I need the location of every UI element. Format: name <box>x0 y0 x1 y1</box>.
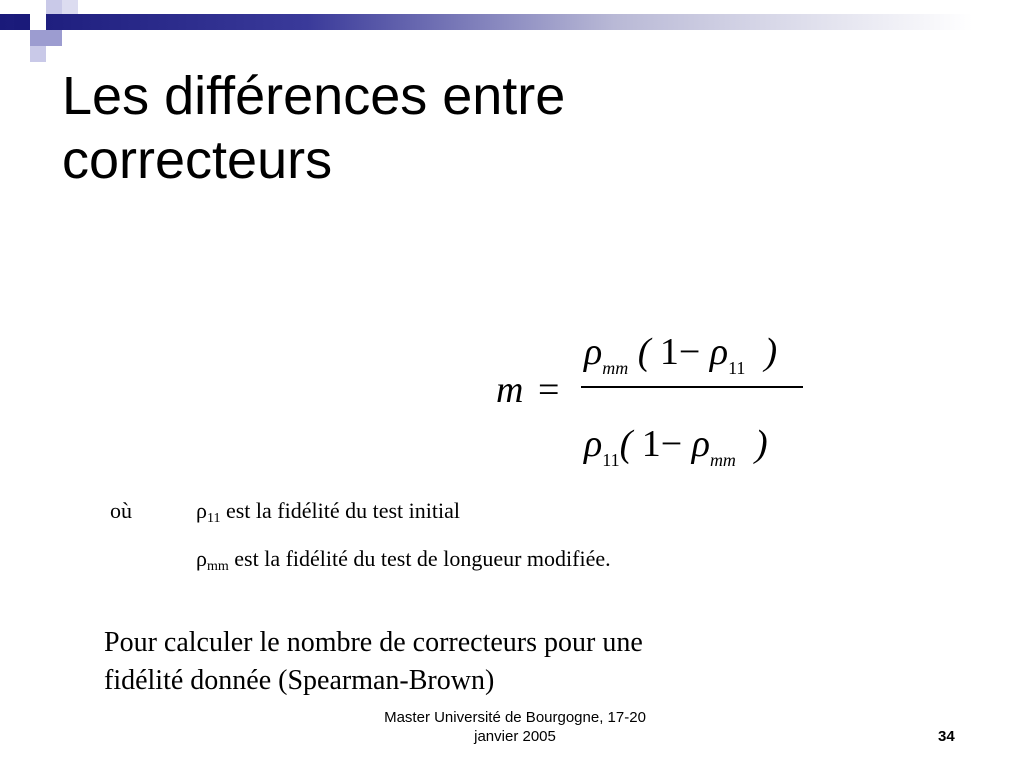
subscript-11: 11 <box>206 511 221 526</box>
subscript-mm: mm <box>602 358 629 378</box>
formula-denominator <box>584 422 768 471</box>
definition-rho-mm <box>196 546 611 575</box>
definition-text: est la fidélité du test initial <box>220 498 460 523</box>
spearman-brown-formula <box>496 330 826 480</box>
body-paragraph <box>104 624 824 700</box>
rho-symbol: ρ <box>196 498 207 523</box>
decor-square-navy <box>14 14 30 30</box>
subscript-11: 11 <box>728 358 746 378</box>
rho-symbol: ρ <box>196 546 207 571</box>
subscript-mm: mm <box>206 559 229 574</box>
title-line-2: correcteurs <box>62 130 333 190</box>
minus-sign: − <box>678 331 701 373</box>
open-paren: ( <box>637 331 651 373</box>
decor-square-light <box>30 46 46 62</box>
close-paren: ) <box>764 331 778 373</box>
page-number: 34 <box>938 728 955 745</box>
decor-square-light <box>62 0 78 14</box>
formula-numerator <box>584 330 777 379</box>
decor-square-white <box>30 14 46 30</box>
rho-symbol: ρ <box>691 423 710 465</box>
subscript-mm: mm <box>709 450 736 470</box>
footer-line-1: Master Université de Bourgogne, 17-20 <box>384 709 646 726</box>
decor-square-lavender <box>46 30 62 46</box>
formula-equals: = <box>538 369 560 411</box>
number-one: 1 <box>641 423 661 465</box>
body-line-1: Pour calculer le nombre de correcteurs pour une <box>104 627 643 658</box>
title-line-1: Les différences entre <box>62 66 566 126</box>
slide-footer <box>350 708 680 746</box>
minus-sign: − <box>660 423 683 465</box>
body-line-2: fidélité donnée (Spearman-Brown) <box>104 665 495 696</box>
rho-symbol: ρ <box>584 331 603 373</box>
definitions-intro: où <box>110 498 132 523</box>
subscript-11: 11 <box>602 450 620 470</box>
rho-symbol: ρ <box>709 331 729 373</box>
slide-title <box>62 64 862 192</box>
fraction-bar <box>581 386 803 388</box>
definition-text: est la fidélité du test de longueur modifiée. <box>228 546 611 571</box>
definition-rho-11 <box>196 498 460 527</box>
number-one: 1 <box>659 331 679 373</box>
decor-square-light <box>46 0 62 14</box>
header-gradient-bar <box>0 14 1024 30</box>
rho-symbol: ρ <box>584 423 603 465</box>
formula-lhs: m <box>496 369 524 411</box>
close-paren: ) <box>754 423 768 465</box>
open-paren: ( <box>619 423 633 465</box>
decor-square-lavender <box>30 30 46 46</box>
footer-line-2: janvier 2005 <box>474 728 556 745</box>
